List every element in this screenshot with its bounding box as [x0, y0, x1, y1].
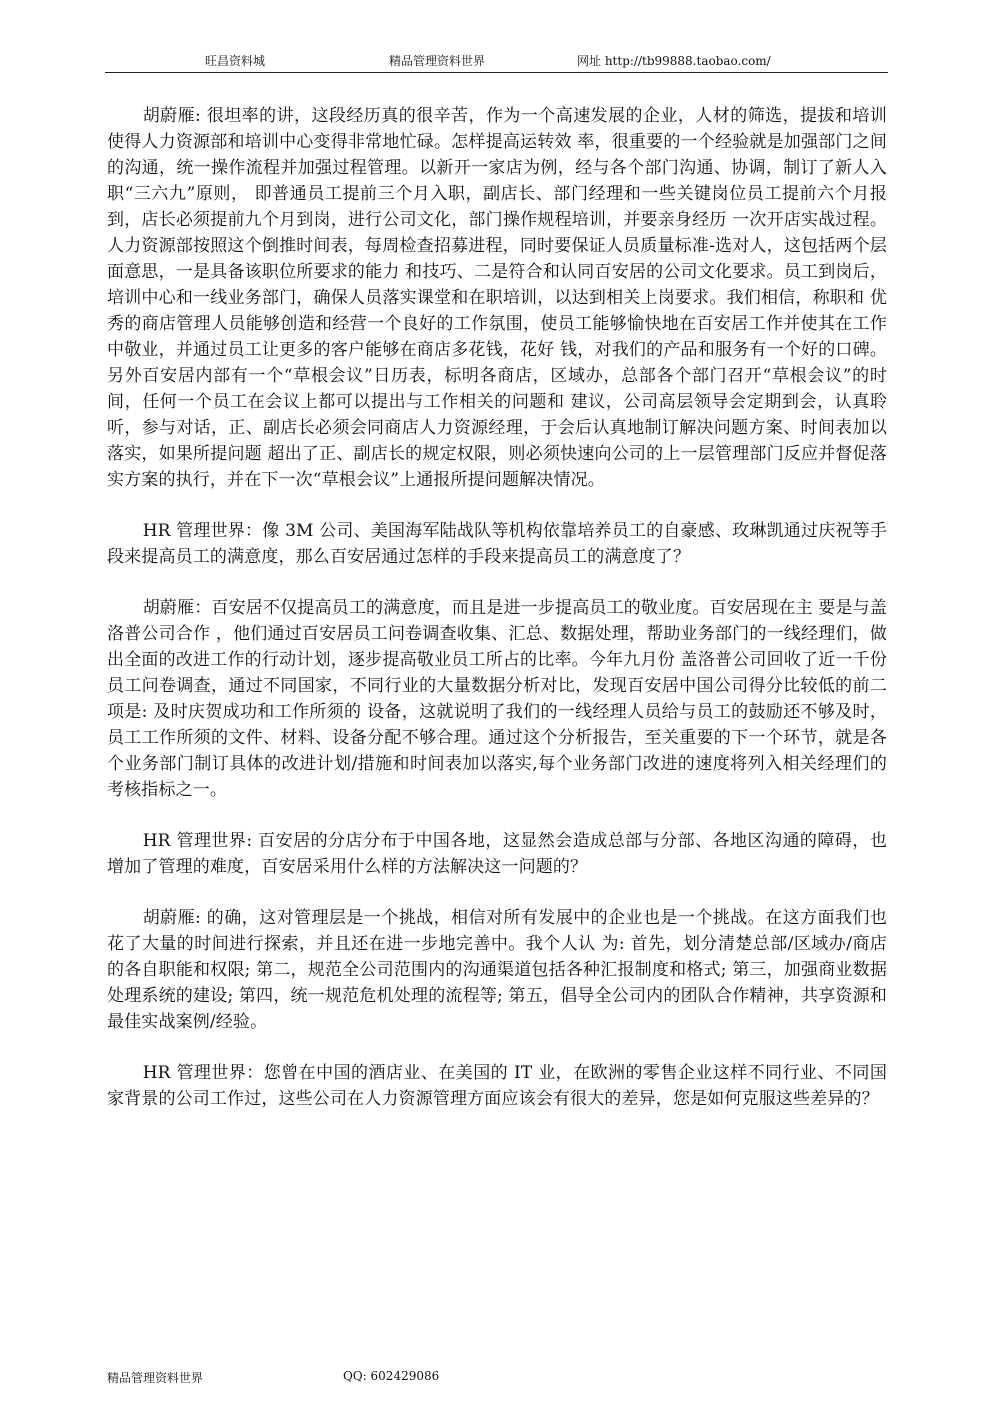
- footer-site-name: 精品管理资料世界: [107, 1371, 204, 1385]
- paragraph-answer-2: 胡蔚雁：百安居不仅提高员工的满意度，而且是进一步提高员工的敬业度。百安居现在主 要是与盖洛普公司合作 ，他们通过百安居员工问卷调查收集、汇总、数据处理，帮助业务部门的一线经理们，做出全面的改进工作的行动计划，逐步提高敬业员工所占的比率。今年九月份 盖洛普公司回收了近一千份员工问卷调查，通过不同国家，不同行业的大量数据分析对比，发现百安居中国公司得分比较低的前二项是: 及时庆贺成功和工作所须的 设备，这就说明了我们的一线经理人员给与员工的鼓励还不够及时，员工工作所须的文件、材料、设备分配不够合理。通过这个分析报告，至关重要的下一个环节，就是各个业务部门制订具体的改进计划/措施和时间表加以落实,每个业务部门改进的速度将列入相关经理们的考核指标之一。: [107, 598, 887, 800]
- paragraph-answer-3: 胡蔚雁: 的确，这对管理层是一个挑战，相信对所有发展中的企业也是一个挑战。在这方面我们也花了大量的时间进行探索，并且还在进一步地完善中。我个人认 为: 首先，划分清楚总部/区域办/商店的各自职能和权限; 第二，规范全公司范围内的沟通渠道包括各种汇报制度和格式; 第三，加强商业数据处理系统的建设; 第四，统一规范危机处理的流程等; 第五，倡导全公司内的团队合作精神，共享资源和最佳实战案例/经验。: [107, 908, 887, 1032]
- header-url: 网址 http://tb99888.taobao.com/: [577, 54, 771, 68]
- paragraph-question-3: HR 管理世界: 百安居的分店分布于中国各地，这显然会造成总部与分部、各地区沟通的障碍，也增加了管理的难度，百安居采用什么样的方法解决这一问题的？: [107, 831, 887, 877]
- paragraph-question-2: HR 管理世界：像 3M 公司、美国海军陆战队等机构依靠培养员工的自豪感、玫琳凯通过庆祝等手段来提高员工的满意度，那么百安居通过怎样的手段来提高员工的满意度了？: [107, 521, 887, 567]
- header-site-name: 精品管理资料世界: [389, 54, 486, 68]
- header-shop-name: 旺昌资料城: [205, 54, 266, 68]
- footer-qq: QQ: 602429086: [343, 1369, 440, 1383]
- paragraph-answer-1: 胡蔚雁: 很坦率的讲，这段经历真的很辛苦，作为一个高速发展的企业，人材的筛选，提拔和培训使得人力资源部和培训中心变得非常地忙碌。怎样提高运转效 率，很重要的一个经验就是加强部门之间的沟通，统一操作流程并加强过程管理。以新开一家店为例，经与各个部门沟通、协调，制订了新人入职“三六九”原则， 即普通员工提前三个月入职，副店长、部门经理和一些关键岗位员工提前六个月报到，店长必须提前九个月到岗，进行公司文化，部门操作规程培训，并要亲身经历 一次开店实战过程。人力资源部按照这个倒推时间表，每周检查招募进程，同时要保证人员质量标准-选对人，这包括两个层面意思，一是具备该职位所要求的能力 和技巧、二是符合和认同百安居的公司文化要求。员工到岗后，培训中心和一线业务部门，确保人员落实课堂和在职培训，以达到相关上岗要求。我们相信，称职和 优秀的商店管理人员能够创造和经营一个良好的工作氛围，使员工能够愉快地在百安居工作并使其在工作中敬业，并通过员工让更多的客户能够在商店多花钱，花好 钱，对我们的产品和服务有一个好的口碑。另外百安居内部有一个“草根会议”日历表，标明各商店，区域办，总部各个部门召开“草根会议”的时间，任何一个员工在会议上都可以提出与工作相关的问题和 建议，公司高层领导会定期到会，认真聆听，参与对话，正、副店长必须会同商店人力资源经理，于会后认真地制订解决问题方案、时间表加以落实，如果所提问题 超出了正、副店长的规定权限，则必须快速向公司的上一层管理部门反应并督促落实方案的执行，并在下一次“草根会议”上通报所提问题解决情况。: [107, 106, 887, 490]
- document-body: [107, 103, 887, 1112]
- page-header: [105, 50, 888, 73]
- paragraph-question-4: HR 管理世界：您曾在中国的酒店业、在美国的 IT 业，在欧洲的零售企业这样不同行业、不同国家背景的公司工作过，这些公司在人力资源管理方面应该会有很大的差异，您是如何克服这些差异的？: [107, 1063, 887, 1109]
